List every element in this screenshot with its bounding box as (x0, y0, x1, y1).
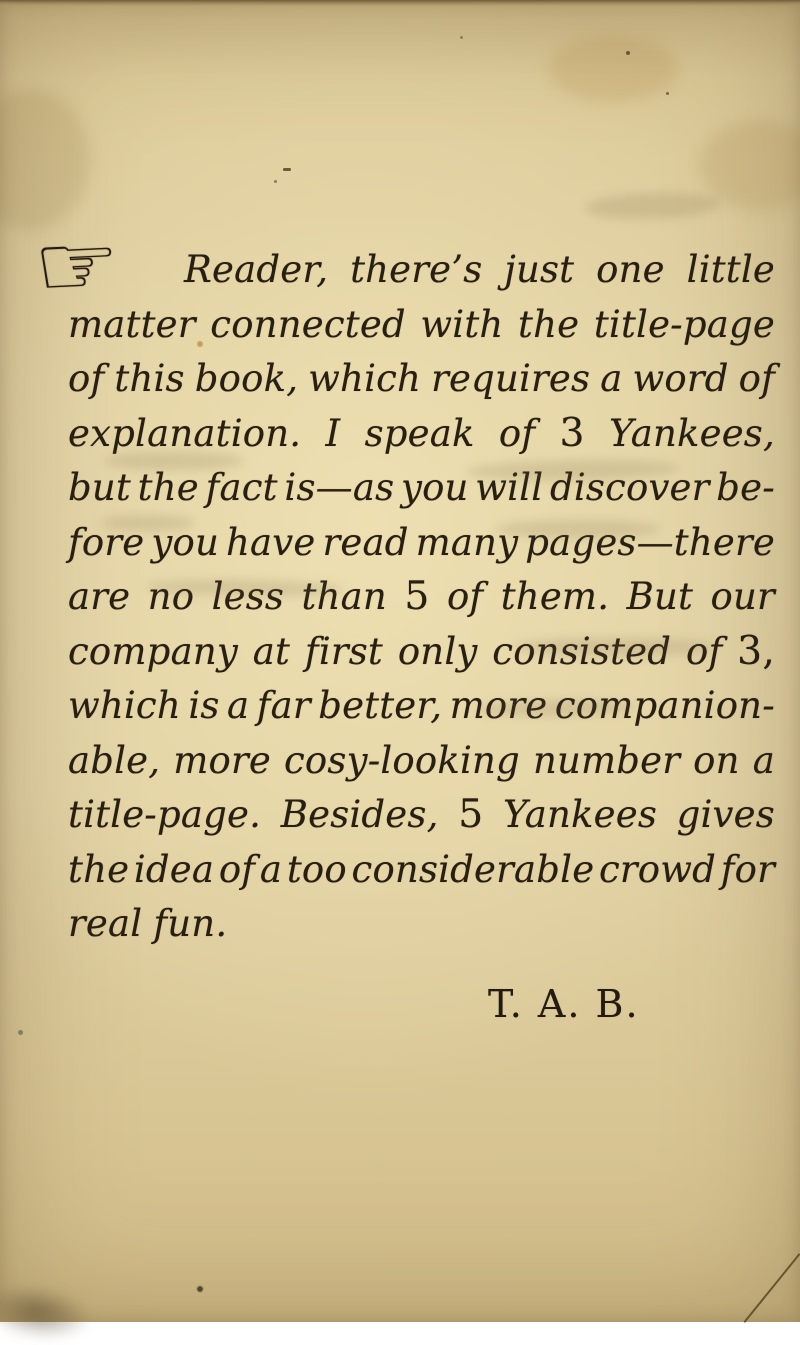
show-through-smudge (515, 638, 715, 656)
paper-stain (548, 36, 678, 102)
text-line: are no less than 5 of them. But our (68, 574, 775, 619)
paper-speck (197, 341, 203, 347)
text-line: fore you have read many pages—there (68, 520, 775, 564)
paper-speck (197, 1286, 203, 1292)
paper-speck (460, 36, 463, 39)
show-through-smudge (104, 452, 244, 470)
text-line: company at first only consisted of 3, (68, 628, 775, 674)
show-through-smudge (100, 515, 195, 531)
text-line: title-page. Besides, 5 Yankees gives (68, 792, 775, 837)
text-line: explanation. I speak of 3 Yankees, (68, 410, 775, 456)
paper-speck (626, 51, 630, 55)
author-initials-signature: T. A. B. (488, 982, 640, 1026)
paper-speck (283, 168, 291, 171)
page-crease-line (744, 1253, 800, 1323)
show-through-smudge (585, 191, 721, 222)
paper-speck (18, 1030, 23, 1035)
preface-paragraph (68, 243, 775, 952)
paper-stain (700, 120, 800, 210)
text-line: matter connected with the title-page (68, 302, 775, 346)
page-top-edge-shadow (0, 0, 800, 6)
show-through-smudge (495, 520, 660, 538)
text-line: but the fact is—as you will discover be- (68, 466, 775, 509)
page-corner-shadow (0, 1279, 95, 1345)
manicule-pointing-hand-icon: ☞ (30, 214, 124, 318)
paper-speck (274, 180, 277, 183)
text-line: of this book, which requires a word of (68, 357, 775, 400)
text-line: able, more cosy-looking number on a (68, 738, 775, 782)
paper-stain (0, 90, 90, 230)
text-line: Reader, there’s just one little (184, 248, 775, 291)
paper-speck (666, 92, 669, 95)
text-line: which is a far better, more companion- (68, 684, 775, 727)
text-line: the idea of a too considerable crowd for (68, 847, 775, 891)
text-line: real fun. (68, 902, 228, 945)
